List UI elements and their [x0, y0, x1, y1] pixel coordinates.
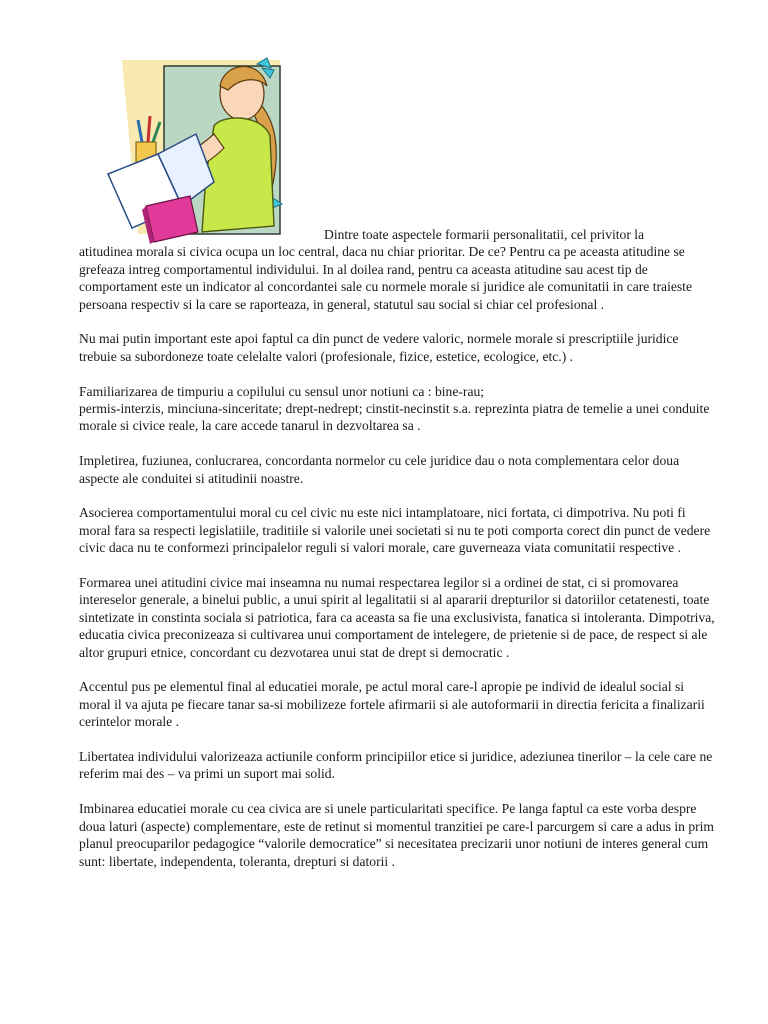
familiarizare-line-2: permis-interzis, minciuna-sinceritate; drept-nedrept; cinstit-necinstit s.a. reprezinta piatra de temelie a unei conduite morale si civice reale, la care accede tanarul in dezvoltarea sa .: [79, 401, 710, 434]
paragraph-1: atitudinea morala si civica ocupa un loc central, daca nu chiar prioritar. De ce? Pentru ca pe aceasta atitudine se grefeaza intreg comportamentul individului. In al doilea rand, pentru ca aceasta atitudine sau acest tip de comportament este un indicator al concordantei sale cu normele morale si juridice ale comunitatii in care traieste persoana respectiv si la care se raporteaza, in general, statutul sau social si chiar cel profesional .: [79, 244, 692, 312]
paragraph-7: Libertatea individului valorizeaza actiunile conform principiilor etice si juridice, adeziunea tinerilor – la cele care ne referim mai des – va primi un suport mai solid.: [79, 749, 713, 782]
paragraph-3: Impletirea, fuziunea, conlucrarea, concordanta normelor cu cele juridice dau o nota complementara celor doua aspecte ale conduitei si atitudinii noastre.: [79, 453, 680, 486]
paragraph-2: Nu mai putin important este apoi faptul ca din punct de vedere valoric, normele morale si prescriptiile juridice trebuie sa subordoneze toate celelalte valori (profesionale, fizice, estetice, ecologice, etc.) .: [79, 331, 679, 364]
intro-line: Dintre toate aspectele formarii personalitatii, cel privitor la: [324, 227, 645, 242]
paragraph-familiarizare: [79, 383, 715, 435]
paragraph-4: Asocierea comportamentului moral cu cel civic nu este nici intamplatoare, nici fortata, ci dimpotriva. Nu poti fi moral fara sa respecti legislatiile, traditiile si valorile unei societati si nu te poti comporta corect din punct de vedere civic daca nu te conformezi principalelor reguli si valori morale, care guverneaza viata comunitatii respective .: [79, 505, 711, 556]
familiarizare-line-1: Familiarizarea de timpuriu a copilului cu sensul unor notiuni ca : bine-rau;: [79, 383, 485, 399]
paragraph-6: Accentul pus pe elementul final al educatiei morale, pe actul moral care-l apropie pe individ de idealul social si moral il va ajuta pe fiecare tanar sa-si mobilizeze fortele afirmarii si ale autoformarii in directia fericita a finalizarii cerintelor morale .: [79, 679, 705, 730]
girl-with-books-illustration: [102, 56, 312, 244]
paragraph-8: Imbinarea educatiei morale cu cea civica are si unele particularitati specifice. Pe langa faptul ca este vorba despre doua laturi (aspecte) complementare, este de retinut si momentul tranzitiei pe care-l parcurgem si care a adus in prim planul preocuparilor pedagogice “valorile democratice” si necesitatea precizarii unor notiuni de interes general cum sunt: libertate, independenta, toleranta, drepturi si datorii .: [79, 801, 714, 869]
document-body: [79, 226, 715, 887]
paragraph-5: Formarea unei atitudini civice mai inseamna nu numai respectarea legilor si a ordinei de stat, ci si promovarea intereselor generale, a binelui public, a unui spirit al legalitatii si al apararii drepturilor si datoriilor cetatenesti, toate sintetizate in constinta sociala si patriotica, fara ca aceasta sa fie una exclusivista, fanatica si intoleranta. Dimpotriva, educatia civica preconizeaza si cultivarea unui comportament de intelegere, de prietenie si de pace, de respect si ale altor grupuri etnice, concordant cu dezvotarea unui stat de drept si democratic .: [79, 575, 715, 660]
